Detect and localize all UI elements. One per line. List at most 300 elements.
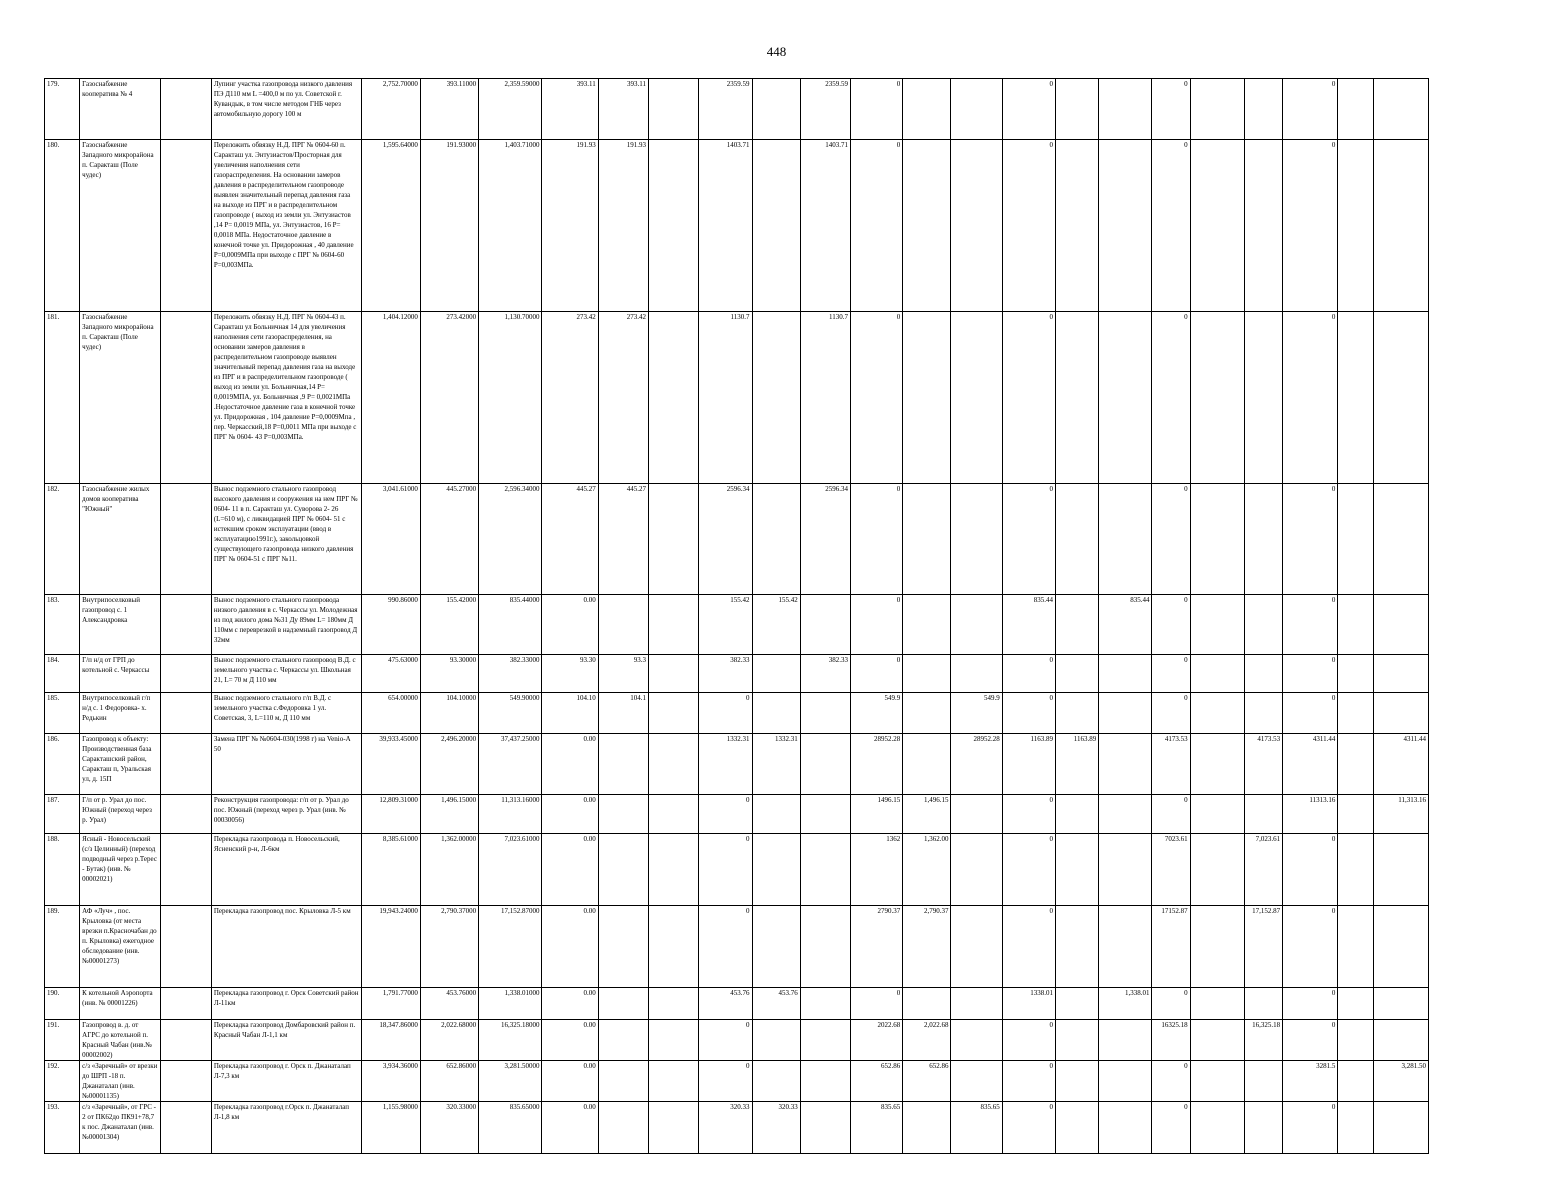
value-cell [1099, 834, 1152, 906]
value-cell: 0 [1002, 906, 1055, 988]
value-cell: 1332.31 [752, 734, 800, 795]
table-row [45, 655, 1429, 693]
value-cell: 835.65 [951, 1102, 1002, 1154]
value-cell [1338, 1061, 1373, 1102]
value-cell [1099, 140, 1152, 312]
value-cell [649, 795, 699, 834]
value-cell: 835.44 [1002, 595, 1055, 655]
value-cell: 0 [1152, 795, 1190, 834]
value-cell [903, 595, 951, 655]
value-cell [1244, 79, 1282, 140]
value-cell [903, 734, 951, 795]
code-cell [160, 795, 211, 834]
value-cell: 835.44000 [479, 595, 542, 655]
value-cell: 7,023.61000 [479, 834, 542, 906]
value-cell [1373, 906, 1428, 988]
value-cell: 0 [851, 988, 903, 1020]
value-cell: 4173.53 [1152, 734, 1190, 795]
value-cell [1338, 1020, 1373, 1061]
value-cell [800, 906, 850, 988]
value-cell [1244, 655, 1282, 693]
value-cell [752, 484, 800, 595]
value-cell: 93.3 [598, 655, 648, 693]
value-cell: 652.86000 [420, 1061, 478, 1102]
value-cell [800, 1102, 850, 1154]
value-cell [649, 1102, 699, 1154]
value-cell: 19,943.24000 [361, 906, 420, 988]
value-cell [951, 906, 1002, 988]
value-cell: 382.33 [699, 655, 752, 693]
value-cell [1338, 655, 1373, 693]
table-row [45, 484, 1429, 595]
value-cell [649, 79, 699, 140]
value-cell: 1,496.15000 [420, 795, 478, 834]
value-cell [1338, 693, 1373, 734]
code-cell [160, 1102, 211, 1154]
value-cell: 4173.53 [1244, 734, 1282, 795]
value-cell: 17152.87 [1152, 906, 1190, 988]
value-cell [1373, 693, 1428, 734]
value-cell [800, 734, 850, 795]
data-table [44, 78, 1429, 1154]
value-cell: 11,313.16000 [479, 795, 542, 834]
row-number-cell: 192. [45, 1061, 80, 1102]
value-cell [1190, 795, 1244, 834]
object-name-cell: Г/п от р. Урал до пос. Южный (переход через р. Урал) [80, 795, 160, 834]
table-row [45, 795, 1429, 834]
value-cell [1373, 140, 1428, 312]
value-cell [752, 834, 800, 906]
value-cell: 0 [1283, 1020, 1338, 1061]
value-cell [1373, 988, 1428, 1020]
value-cell [903, 312, 951, 484]
value-cell [1190, 79, 1244, 140]
value-cell: 0 [1283, 693, 1338, 734]
object-name-cell: Газоснабжение Западного микрорайона п. Саракташ (Поле чудес) [80, 140, 160, 312]
value-cell [649, 734, 699, 795]
value-cell: 104.10 [542, 693, 598, 734]
table-row [45, 595, 1429, 655]
value-cell: 2359.59 [699, 79, 752, 140]
value-cell [1338, 595, 1373, 655]
value-cell [1244, 312, 1282, 484]
value-cell [752, 140, 800, 312]
value-cell: 2,596.34000 [479, 484, 542, 595]
value-cell: 4311.44 [1283, 734, 1338, 795]
value-cell [1244, 1061, 1282, 1102]
value-cell: 1130.7 [800, 312, 850, 484]
value-cell: 0 [851, 140, 903, 312]
value-cell: 1338.01 [1002, 988, 1055, 1020]
value-cell: 2,790.37 [903, 906, 951, 988]
value-cell [903, 1102, 951, 1154]
value-cell [1056, 1061, 1099, 1102]
table-row [45, 834, 1429, 906]
value-cell [1244, 988, 1282, 1020]
value-cell [598, 1020, 648, 1061]
row-number-cell: 180. [45, 140, 80, 312]
value-cell: 0 [1152, 988, 1190, 1020]
code-cell [160, 655, 211, 693]
value-cell: 0 [1152, 1102, 1190, 1154]
value-cell: 1496.15 [851, 795, 903, 834]
value-cell: 0 [1283, 988, 1338, 1020]
value-cell [752, 312, 800, 484]
page-number: 448 [766, 44, 787, 59]
value-cell: 835.44 [1099, 595, 1152, 655]
value-cell: 320.33 [699, 1102, 752, 1154]
object-name-cell: Газоснабжение жилых домов кооператива "Южный" [80, 484, 160, 595]
value-cell: 0 [699, 906, 752, 988]
value-cell [598, 734, 648, 795]
value-cell [951, 484, 1002, 595]
code-cell [160, 140, 211, 312]
value-cell [1056, 693, 1099, 734]
value-cell: 0.00 [542, 1102, 598, 1154]
value-cell [1056, 834, 1099, 906]
value-cell: 1,404.12000 [361, 312, 420, 484]
value-cell: 8,385.61000 [361, 834, 420, 906]
value-cell: 835.65 [851, 1102, 903, 1154]
value-cell [598, 595, 648, 655]
value-cell: 0.00 [542, 1020, 598, 1061]
code-cell [160, 595, 211, 655]
value-cell [903, 79, 951, 140]
object-name-cell: Газоснабжение кооператива № 4 [80, 79, 160, 140]
value-cell [903, 484, 951, 595]
value-cell: 1,338.01000 [479, 988, 542, 1020]
value-cell: 104.1 [598, 693, 648, 734]
table-row [45, 312, 1429, 484]
description-cell: Замена ПРГ № №0604-030(1998 г) на Venio-A 50 [211, 734, 361, 795]
object-name-cell: Газопровод в. д. от АГРС до котельной п. Красный Чабан (инв.№ 00002002) [80, 1020, 160, 1061]
value-cell: 0 [1283, 484, 1338, 595]
code-cell [160, 906, 211, 988]
row-number-cell: 182. [45, 484, 80, 595]
value-cell: 0 [1283, 79, 1338, 140]
value-cell [1190, 312, 1244, 484]
value-cell: 0 [1152, 140, 1190, 312]
value-cell: 445.27 [542, 484, 598, 595]
object-name-cell: К котельной Аэропорта (инв. № 00001226) [80, 988, 160, 1020]
value-cell: 0 [1152, 484, 1190, 595]
value-cell: 191.93 [542, 140, 598, 312]
value-cell [752, 693, 800, 734]
value-cell: 7,023.61 [1244, 834, 1282, 906]
value-cell: 104.10000 [420, 693, 478, 734]
value-cell: 2,752.70000 [361, 79, 420, 140]
value-cell [1244, 693, 1282, 734]
value-cell [1338, 140, 1373, 312]
value-cell: 37,437.25000 [479, 734, 542, 795]
description-cell: Вынос подземного стального газопровод В.Д. с земельного участка с. Черкассы ул. Школьная 21, L= 70 м Д 110 мм [211, 655, 361, 693]
value-cell [951, 1061, 1002, 1102]
value-cell: 1163.89 [1002, 734, 1055, 795]
value-cell [649, 1061, 699, 1102]
value-cell [752, 79, 800, 140]
value-cell [800, 1020, 850, 1061]
value-cell: 445.27 [598, 484, 648, 595]
table-row [45, 693, 1429, 734]
value-cell [649, 906, 699, 988]
value-cell [1056, 484, 1099, 595]
table-row [45, 1061, 1429, 1102]
description-cell: Перекладка газопровод Домбаровский район п. Красный Чабан Л-1,1 км [211, 1020, 361, 1061]
row-number-cell: 183. [45, 595, 80, 655]
table-row [45, 140, 1429, 312]
value-cell: 1,496.15 [903, 795, 951, 834]
value-cell: 320.33000 [420, 1102, 478, 1154]
value-cell: 93.30000 [420, 655, 478, 693]
value-cell [598, 988, 648, 1020]
value-cell: 2,022.68000 [420, 1020, 478, 1061]
value-cell: 0 [1002, 1061, 1055, 1102]
description-cell: Вынос подземного стального г/п В.Д. с земельного участка с.Федоровка 1 ул. Советская, 3, L=110 м, Д 110 мм [211, 693, 361, 734]
value-cell: 28952.28 [951, 734, 1002, 795]
table-row [45, 1020, 1429, 1061]
value-cell: 393.11 [542, 79, 598, 140]
value-cell: 1,362.00000 [420, 834, 478, 906]
value-cell [951, 795, 1002, 834]
value-cell: 654.00000 [361, 693, 420, 734]
value-cell: 0 [1152, 595, 1190, 655]
value-cell: 393.11 [598, 79, 648, 140]
value-cell: 549.9 [951, 693, 1002, 734]
value-cell: 3,281.50000 [479, 1061, 542, 1102]
object-name-cell: Внутрипоселковый г/п н/д с. 1 Федоровка- х. Редькин [80, 693, 160, 734]
value-cell: 2790.37 [851, 906, 903, 988]
value-cell [649, 655, 699, 693]
value-cell [1056, 795, 1099, 834]
row-number-cell: 193. [45, 1102, 80, 1154]
value-cell: 0 [1152, 693, 1190, 734]
description-cell: Переложить обвязку Н.Д. ПРГ № 0604-60 п. Саракташ ул. Энтузиастов/Просторная для увеличения наполнения сети газораспределения. На основании замеров давления в распределительном газопроводе выявлен значительный перепад давления газа на выходе из ПРГ и в распределительном газопроводе ( выход из земли ул. Энтузиастов ,14 Р= 0,0019 МПа, ул. Энтузиастов, 16 Р= 0,0018 МПа. Недостаточное давление в конечной точке ул. Придорожная , 40 давление Р=0,0009МПа при выходе с ПРГ № 0604-60 Р=0,003МПа. [211, 140, 361, 312]
value-cell [1338, 906, 1373, 988]
value-cell: 0 [851, 655, 903, 693]
value-cell [1373, 312, 1428, 484]
value-cell [1099, 312, 1152, 484]
value-cell: 1,130.70000 [479, 312, 542, 484]
row-number-cell: 181. [45, 312, 80, 484]
row-number-cell: 185. [45, 693, 80, 734]
object-name-cell: Газопровод к объекту: Производственная база Саракташский район, Саракташ п, Уральская ул, д. 15П [80, 734, 160, 795]
value-cell [752, 1061, 800, 1102]
value-cell: 0 [1283, 655, 1338, 693]
object-name-cell: Ясный - Новосельский (с/з Целинный) (переход подводный через р.Терес - Бутак) (инв. № 00002021) [80, 834, 160, 906]
value-cell [800, 693, 850, 734]
value-cell [1099, 1020, 1152, 1061]
value-cell [598, 834, 648, 906]
value-cell [752, 655, 800, 693]
value-cell [649, 988, 699, 1020]
code-cell [160, 988, 211, 1020]
value-cell [1190, 988, 1244, 1020]
value-cell: 2,022.68 [903, 1020, 951, 1061]
value-cell [1056, 988, 1099, 1020]
row-number-cell: 187. [45, 795, 80, 834]
value-cell: 0 [851, 79, 903, 140]
value-cell: 1130.7 [699, 312, 752, 484]
value-cell: 0.00 [542, 595, 598, 655]
object-name-cell: с/з «Заречный» от врезки до ШРП -18 п. Джанаталап (инв. №00001135) [80, 1061, 160, 1102]
value-cell: 28952.28 [851, 734, 903, 795]
value-cell [903, 140, 951, 312]
value-cell [1099, 734, 1152, 795]
value-cell: 0 [851, 595, 903, 655]
value-cell: 0 [1002, 655, 1055, 693]
value-cell: 0 [851, 484, 903, 595]
value-cell: 0 [699, 834, 752, 906]
value-cell: 0.00 [542, 906, 598, 988]
value-cell [1244, 795, 1282, 834]
value-cell: 0 [1283, 1102, 1338, 1154]
value-cell: 2596.34 [800, 484, 850, 595]
description-cell: Перекладка газопровод пос. Крыловка Л-5 км [211, 906, 361, 988]
row-number-cell: 184. [45, 655, 80, 693]
value-cell: 0 [1283, 312, 1338, 484]
value-cell: 273.42 [598, 312, 648, 484]
value-cell [1338, 834, 1373, 906]
value-cell: 155.42 [699, 595, 752, 655]
value-cell: 1403.71 [800, 140, 850, 312]
value-cell [1373, 1102, 1428, 1154]
object-name-cell: с/з «Заречный», от ГРС - 2 от ПК62до ПК91+78,7 к пос. Джанаталап (инв. №00001304) [80, 1102, 160, 1154]
value-cell [1373, 79, 1428, 140]
value-cell: 16,325.18000 [479, 1020, 542, 1061]
code-cell [160, 484, 211, 595]
row-number-cell: 179. [45, 79, 80, 140]
value-cell [1190, 655, 1244, 693]
value-cell [1373, 595, 1428, 655]
value-cell: 0 [699, 1020, 752, 1061]
value-cell [1373, 655, 1428, 693]
value-cell [800, 795, 850, 834]
value-cell [1099, 795, 1152, 834]
value-cell: 382.33 [800, 655, 850, 693]
description-cell: Перекладка газопровода п. Новосельский, Ясненский р-н, Л-6км [211, 834, 361, 906]
value-cell: 3,041.61000 [361, 484, 420, 595]
value-cell [1099, 1061, 1152, 1102]
value-cell [951, 655, 1002, 693]
value-cell [1056, 906, 1099, 988]
value-cell: 453.76000 [420, 988, 478, 1020]
value-cell [649, 834, 699, 906]
value-cell [1190, 834, 1244, 906]
value-cell [649, 595, 699, 655]
value-cell [1190, 1102, 1244, 1154]
row-number-cell: 188. [45, 834, 80, 906]
value-cell: 2,496.20000 [420, 734, 478, 795]
value-cell: 0 [1152, 655, 1190, 693]
object-name-cell: АФ «Луч» , пос. Крыловка (от места врезки п.Красночабан до п. Крыловка) ежегодное обследование (инв. №00001273) [80, 906, 160, 988]
value-cell [800, 595, 850, 655]
value-cell [1190, 140, 1244, 312]
value-cell [649, 1020, 699, 1061]
value-cell [1190, 1020, 1244, 1061]
value-cell [1338, 79, 1373, 140]
value-cell [649, 693, 699, 734]
value-cell: 382.33000 [479, 655, 542, 693]
value-cell: 0 [1283, 906, 1338, 988]
value-cell [951, 1020, 1002, 1061]
value-cell [1099, 693, 1152, 734]
description-cell: Перекладка газопровод г.Орск п. Джанаталап Л-1,8 км [211, 1102, 361, 1154]
value-cell: 1,338.01 [1099, 988, 1152, 1020]
value-cell [951, 834, 1002, 906]
value-cell: 93.30 [542, 655, 598, 693]
value-cell: 549.9 [851, 693, 903, 734]
value-cell: 0 [1152, 312, 1190, 484]
value-cell: 16325.18 [1152, 1020, 1190, 1061]
value-cell: 1,155.98000 [361, 1102, 420, 1154]
value-cell [1190, 734, 1244, 795]
description-cell: Лупинг участка газопровода низкого давления ПЭ Д110 мм L =400,0 м по ул. Советской г. Кувандык, в том числе методом ГНБ через автомобильную дорогу 100 м [211, 79, 361, 140]
value-cell: 191.93 [598, 140, 648, 312]
value-cell: 191.93000 [420, 140, 478, 312]
description-cell: Перекладка газопровод г. Орск п. Джанаталап Л-7,3 км [211, 1061, 361, 1102]
value-cell [1099, 1102, 1152, 1154]
description-cell: Вынос подземного стального газопровода низкого давления в с. Черкассы ул. Молодежная из под жилого дома №31 Ду 89мм L= 180мм Д 110мм с переврезкой в надземный газопровод Д 32мм [211, 595, 361, 655]
value-cell: 393.11000 [420, 79, 478, 140]
value-cell [598, 906, 648, 988]
value-cell [1244, 140, 1282, 312]
description-cell: Реконструкция газопровода: г/п от р. Урал до пос. Южный (переход через р. Урал (инв. № 00030056) [211, 795, 361, 834]
value-cell: 2596.34 [699, 484, 752, 595]
row-number-cell: 189. [45, 906, 80, 988]
table-row [45, 79, 1429, 140]
value-cell: 17,152.87 [1244, 906, 1282, 988]
value-cell: 0.00 [542, 988, 598, 1020]
value-cell: 0 [1002, 79, 1055, 140]
value-cell: 1403.71 [699, 140, 752, 312]
value-cell [1056, 1102, 1099, 1154]
table-row [45, 988, 1429, 1020]
value-cell: 453.76 [752, 988, 800, 1020]
value-cell: 0.00 [542, 1061, 598, 1102]
value-cell [1373, 484, 1428, 595]
value-cell: 0 [699, 795, 752, 834]
value-cell [1190, 1061, 1244, 1102]
value-cell: 2359.59 [800, 79, 850, 140]
object-name-cell: Г/п н/д от ГРП до котельной с. Черкассы [80, 655, 160, 693]
value-cell [800, 834, 850, 906]
value-cell: 0 [1002, 795, 1055, 834]
value-cell [903, 988, 951, 1020]
value-cell [1056, 1020, 1099, 1061]
value-cell: 0 [1002, 693, 1055, 734]
value-cell: 2,359.59000 [479, 79, 542, 140]
value-cell: 11,313.16 [1373, 795, 1428, 834]
value-cell: 12,809.31000 [361, 795, 420, 834]
value-cell: 0 [1002, 1020, 1055, 1061]
value-cell [649, 484, 699, 595]
value-cell: 0 [1002, 484, 1055, 595]
value-cell [951, 988, 1002, 1020]
value-cell [752, 906, 800, 988]
value-cell [598, 1061, 648, 1102]
value-cell [1244, 484, 1282, 595]
value-cell [1190, 595, 1244, 655]
value-cell: 1,791.77000 [361, 988, 420, 1020]
value-cell [800, 1061, 850, 1102]
value-cell: 0 [1002, 1102, 1055, 1154]
code-cell [160, 312, 211, 484]
value-cell [598, 1102, 648, 1154]
value-cell: 155.42000 [420, 595, 478, 655]
code-cell [160, 693, 211, 734]
object-name-cell: Внутрипоселковый газопровод с. 1 Александровка [80, 595, 160, 655]
value-cell [951, 140, 1002, 312]
